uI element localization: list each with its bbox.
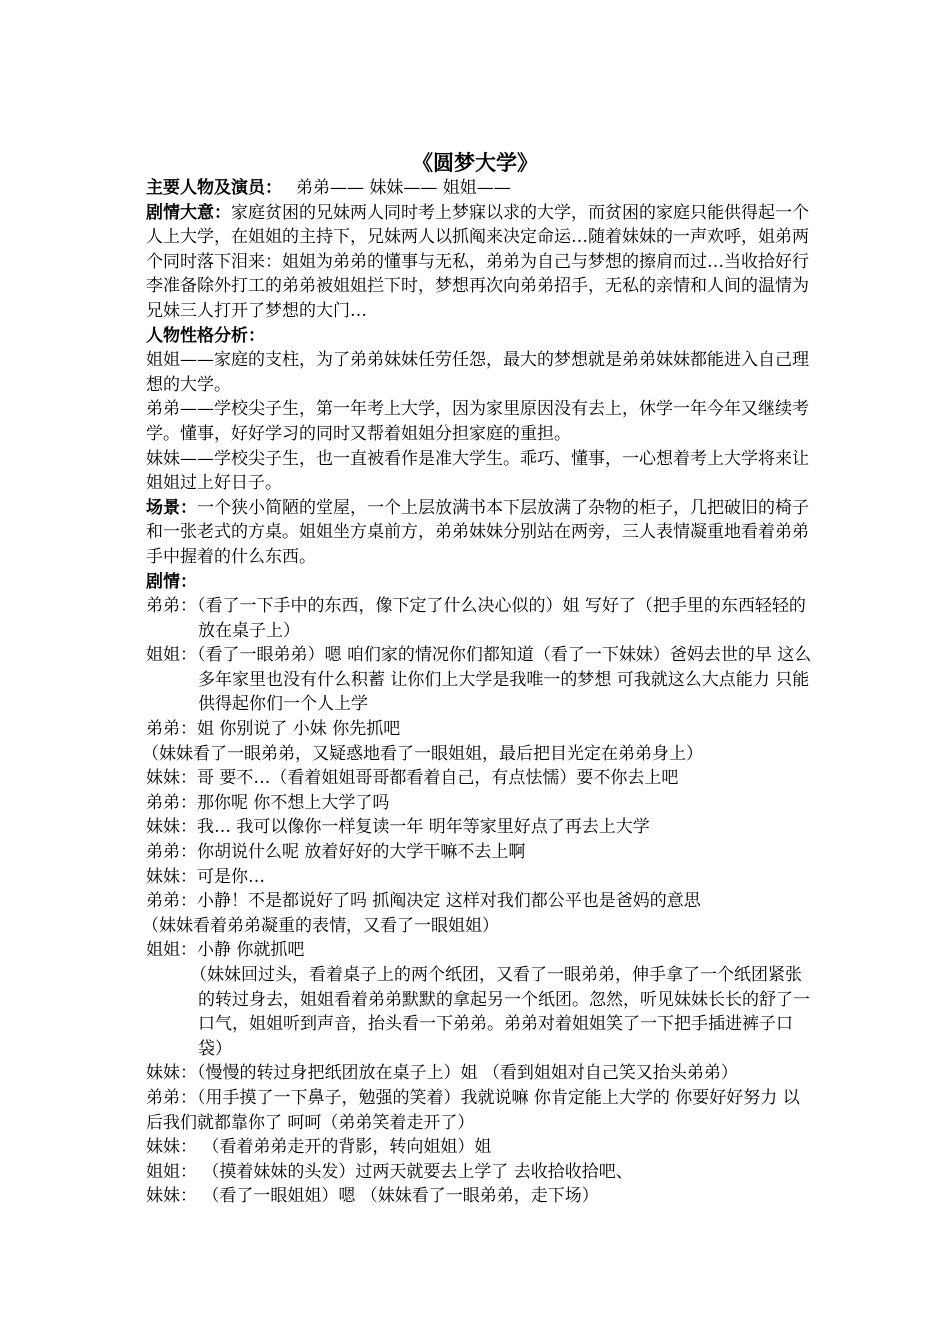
cast-label: 主要人物及演员：: [146, 178, 282, 198]
character-brother: 弟弟——学校尖子生，第一年考上大学，因为家里原因没有去上，休学一年今年又继续考学。懂事，好好学习的同时又帮着姐姐分担家庭的重担。: [146, 399, 809, 444]
dialogue-line: 姐姐： （摸着妹妹的头发）过两天就要去上学了 去收拾收拾吧、: [146, 1161, 633, 1182]
document-title: 《圆梦大学》: [412, 150, 538, 175]
stage-direction: （妹妹看着弟弟凝重的表情，又看了一眼姐姐）: [142, 915, 499, 936]
character-sister: 姐姐——家庭的支柱，为了弟弟妹妹任劳任怨，最大的梦想就是弟弟妹妹都能进入自己理想的大学。: [146, 350, 809, 395]
dialogue-line: 弟弟：（看了一下手中的东西，像下定了什么决心似的）姐 写好了（把手里的东西轻轻的放在桌子上）: [146, 596, 806, 641]
character-younger-sister: 妹妹——学校尖子生，也一直被看作是准大学生。乖巧、懂事，一心想着考上大学将来让姐姐过上好日子。: [146, 448, 809, 494]
character-analysis-heading: 人物性格分析：: [146, 325, 265, 346]
dialogue-line: 妹妹：可是你…: [146, 866, 265, 887]
cast-roles: 弟弟—— 妹妹—— 姐姐——: [296, 178, 511, 198]
dialogue-line: 弟弟：姐 你别说了 小妹 你先抓吧: [146, 719, 401, 740]
dialogue-line: 弟弟：你胡说什么呢 放着好好的大学干嘛不去上啊: [146, 842, 526, 863]
dialogue-line: 弟弟：小静！不是都说好了吗 抓阄决定 这样对我们都公平也是爸妈的意思: [146, 891, 701, 912]
scene-text: 一个狭小简陋的堂屋，一个上层放满书本下层放满了杂物的柜子，几把破旧的椅子和一张老式的方桌。姐姐坐方桌前方，弟弟妹妹分别站在两旁，三人表情凝重地看着弟弟手中握着的什么东西。: [146, 497, 809, 567]
scene-label: 场景：: [146, 497, 197, 518]
dialogue-line: 妹妹：哥 要不…（看着姐姐哥哥都看着自己，有点怯懦）要不你去上吧: [146, 768, 679, 789]
dialogue-line: 妹妹： （看着弟弟走开的背影，转向姐姐）姐: [146, 1137, 492, 1158]
dialogue-line: 弟弟：（用手摸了一下鼻子，勉强的笑着）我就说嘛 你肯定能上大学的 你要好好努力 以后我们就都靠你了 呵呵（弟弟笑着走开了）: [146, 1087, 800, 1133]
stage-direction: （妹妹回过头，看着桌子上的两个纸团，又看了一眼弟弟，伸手拿了一个纸团紧张的转过身去，姐姐看着弟弟默默的拿起另一个纸团。忽然，听见妹妹长长的舒了一口气，姐姐听到声音，抬头看一下弟弟。弟弟对着姐姐笑了一下把手插进裤子口袋）: [190, 965, 810, 1059]
dialogue-line: 姐姐：小静 你就抓吧: [146, 940, 305, 961]
document-body: [142, 176, 812, 1209]
dialogue-line: 妹妹：我… 我可以像你一样复读一年 明年等家里好点了再去上大学: [146, 817, 650, 838]
scene-paragraph: [146, 496, 812, 570]
dialogue-line: 姐姐：（看了一眼弟弟）嗯 咱们家的情况你们都知道（看了一下妹妹）爸妈去世的早 这么多年家里也没有什么积蓄 让你们上大学是我唯一的梦想 可我就这么大点能力 只能供得起你们一个人上学: [146, 645, 812, 715]
cast-line: [146, 176, 812, 201]
synopsis-text: 家庭贫困的兄妹两人同时考上梦寐以求的大学，而贫困的家庭只能供得起一个人上大学，在姐姐的主持下，兄妹两人以抓阄来决定命运…随着妹妹的一声欢呼，姐弟两个同时落下泪来：姐姐为弟弟的懂事与无私，弟弟为自己与梦想的擦肩而过…当收拾好行李准备除外打工的弟弟被姐姐拦下时，梦想再次向弟弟招手，无私的亲情和人间的温情为兄妹三人打开了梦想的大门…: [146, 202, 809, 321]
plot-heading: 剧情：: [146, 571, 197, 592]
dialogue-line: 妹妹： （看了一眼姐姐）嗯 （妹妹看了一眼弟弟，走下场）: [146, 1186, 599, 1207]
synopsis-label: 剧情大意：: [146, 202, 231, 223]
dialogue-line: 妹妹：（慢慢的转过身把纸团放在桌子上）姐 （看到姐姐对自己笑又抬头弟弟）: [146, 1063, 738, 1084]
stage-direction: （妹妹看了一眼弟弟，又疑惑地看了一眼姐姐，最后把目光定在弟弟身上）: [142, 743, 703, 764]
dialogue-line: 弟弟：那你呢 你不想上大学了吗: [146, 792, 390, 813]
synopsis-paragraph: [146, 201, 812, 324]
